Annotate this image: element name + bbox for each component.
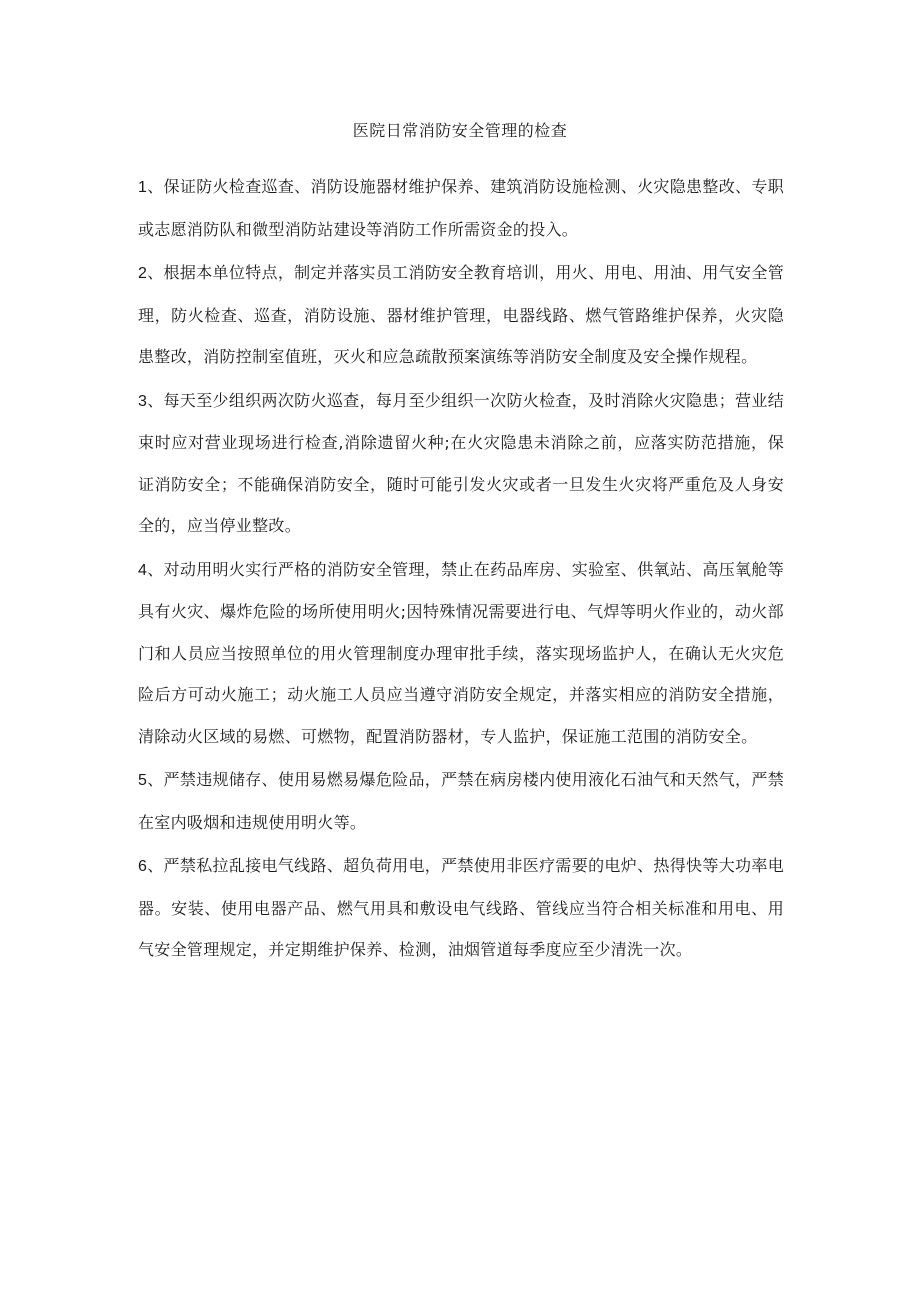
- paragraph-text: 、严禁违规储存、使用易燃易爆危险品，严禁在病房楼内使用液化石油气和天然气，严禁在室内吸烟和违规使用明火等。: [138, 770, 784, 832]
- paragraph-1: [138, 166, 784, 250]
- paragraph-text: 、保证防火检查巡查、消防设施器材维护保养、建筑消防设施检测、火灾隐患整改、专职或志愿消防队和微型消防站建设等消防工作所需资金的投入。: [138, 177, 784, 239]
- paragraph-text: 、严禁私拉乱接电气线路、超负荷用电，严禁使用非医疗需要的电炉、热得快等大功率电器。安装、使用电器产品、燃气用具和敷设电气线路、管线应当符合相关标准和用电、用气安全管理规定，并定期维护保养、检测，油烟管道每季度应至少清洗一次。: [138, 856, 784, 959]
- document-title: 医院日常消防安全管理的检查: [352, 121, 568, 140]
- paragraph-2: [138, 252, 784, 378]
- paragraph-text: 、根据本单位特点，制定并落实员工消防安全教育培训，用火、用电、用油、用气安全管理，防火检查、巡查，消防设施、器材维护管理，电器线路、燃气管路维护保养，火灾隐患整改，消防控制室值班，灭火和应急疏散预案演练等消防安全制度及安全操作规程。: [138, 263, 784, 366]
- paragraph-number: 4: [138, 561, 148, 579]
- paragraph-number: 2: [138, 265, 148, 282]
- paragraph-4: [138, 549, 784, 758]
- paragraph-number: 3: [138, 392, 148, 410]
- paragraph-5: [138, 759, 784, 843]
- paragraph-number: 5: [138, 772, 148, 789]
- paragraph-3: [138, 380, 784, 547]
- paragraph-6: [138, 845, 784, 971]
- paragraph-text: 、每天至少组织两次防火巡查，每月至少组织一次防火检查，及时消除火灾隐患；营业结束时应对营业现场进行检查,消除遗留火种;在火灾隐患未消除之前，应落实防范措施，保证消防安全；不能确保消防安全，随时可能引发火灾或者一旦发生火灾将严重危及人身安全的，应当停业整改。: [138, 390, 784, 535]
- document-body: [138, 166, 784, 973]
- paragraph-text: 、对动用明火实行严格的消防安全管理，禁止在药品库房、实验室、供氧站、高压氧舱等具有火灾、爆炸危险的场所使用明火;因特殊情况需要进行电、气焊等明火作业的，动火部门和人员应当按照单位的用火管理制度办理审批手续，落实现场监护人，在确认无火灾危险后方可动火施工；动火施工人员应当遵守消防安全规定，并落实相应的消防安全措施，清除动火区域的易燃、可燃物，配置消防器材，专人监护，保证施工范围的消防安全。: [138, 559, 784, 746]
- paragraph-number: 6: [138, 858, 148, 875]
- paragraph-number: 1: [138, 179, 148, 196]
